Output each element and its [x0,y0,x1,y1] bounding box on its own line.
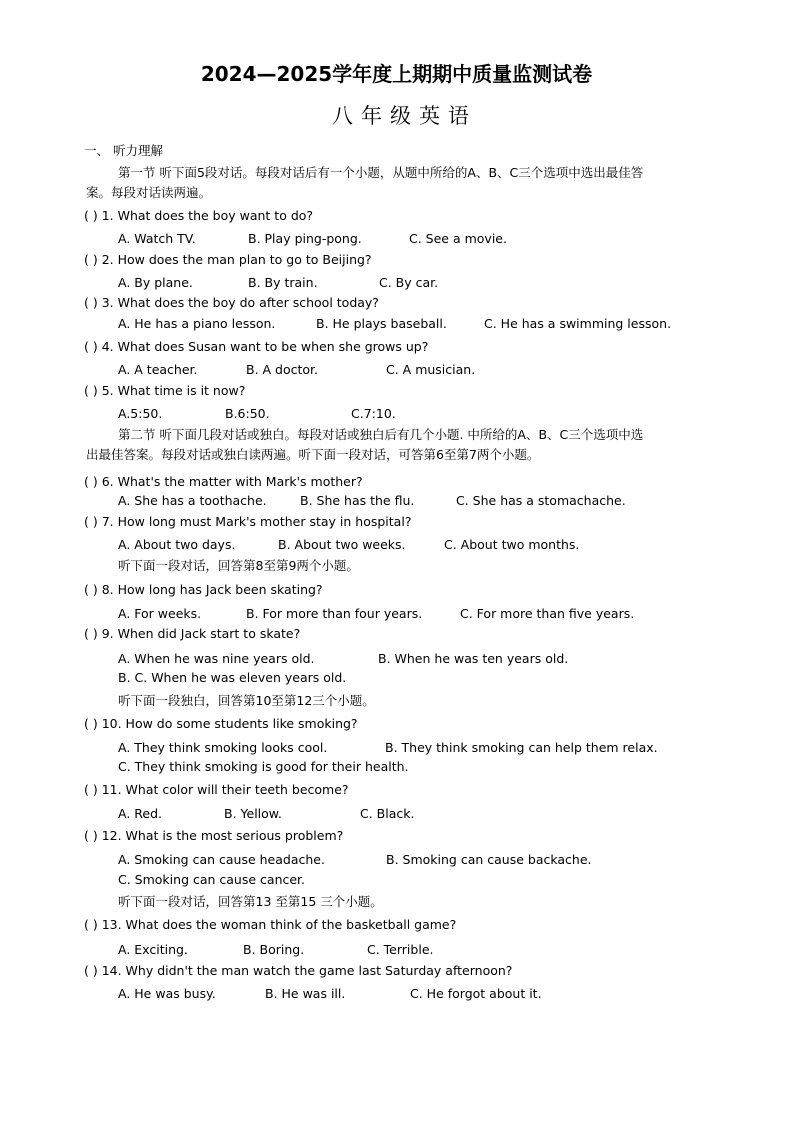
option-7b: B. About two weeks. [278,537,406,552]
option-5a: A.5:50. [118,406,163,421]
option-6b: B. She has the flu. [300,493,415,508]
option-4c: C. A musician. [386,362,476,377]
question-2: ( ) 2. How does the man plan to go to Beijing? [84,252,372,267]
note-8-9: 听下面一段对话，回答第8至第9两个小题。 [118,558,359,573]
option-8c: C. For more than five years. [460,606,635,621]
option-6c: C. She has a stomachache. [456,493,626,508]
option-10b: B. They think smoking can help them relax. [385,740,658,755]
question-10: ( ) 10. How do some students like smoking? [84,716,358,731]
option-1a: A. Watch TV. [118,231,196,246]
option-6a: A. She has a toothache. [118,493,267,508]
option-2a: A. By plane. [118,275,193,290]
question-8: ( ) 8. How long has Jack been skating? [84,582,323,597]
option-13a: A. Exciting. [118,942,188,957]
part1-intro-cont: 案。每段对话读两遍。 [86,185,212,200]
option-2c: C. By car. [379,275,439,290]
question-7: ( ) 7. How long must Mark's mother stay in hospital? [84,514,412,529]
question-5: ( ) 5. What time is it now? [84,383,246,398]
option-7c: C. About two months. [444,537,580,552]
option-13b: B. Boring. [243,942,305,957]
question-12: ( ) 12. What is the most serious problem? [84,828,344,843]
section-heading: 一、 听力理解 [84,143,163,158]
option-12c: C. Smoking can cause cancer. [118,872,306,887]
part2-intro-cont: 出最佳答案。每段对话或独白读两遍。听下面一段对话，可答第6至第7两个小题。 [86,447,540,462]
option-9b: B. When he was ten years old. [378,651,569,666]
option-1c: C. See a movie. [409,231,507,246]
question-11: ( ) 11. What color will their teeth become? [84,782,349,797]
option-11c: C. Black. [360,806,415,821]
option-5b: B.6:50. [225,406,270,421]
question-14: ( ) 14. Why didn't the man watch the game last Saturday afternoon? [84,963,513,978]
option-12a: A. Smoking can cause headache. [118,852,325,867]
question-3: ( ) 3. What does the boy do after school today? [84,295,379,310]
exam-title: 2024—2025学年度上期期中质量监测试卷 [200,62,593,86]
option-3b: B. He plays baseball. [316,316,447,331]
option-8a: A. For weeks. [118,606,202,621]
question-9: ( ) 9. When did Jack start to skate? [84,626,301,641]
question-6: ( ) 6. What's the matter with Mark's mother? [84,474,363,489]
option-9c: B. C. When he was eleven years old. [118,670,347,685]
option-7a: A. About two days. [118,537,236,552]
option-5c: C.7:10. [351,406,396,421]
option-11b: B. Yellow. [224,806,282,821]
part2-intro: 第二节 听下面几段对话或独白。每段对话或独白后有几个小题. 中所给的A、B、C三个选项中选 [118,427,644,442]
option-14b: B. He was ill. [265,986,346,1001]
option-2b: B. By train. [248,275,318,290]
option-8b: B. For more than four years. [246,606,423,621]
option-11a: A. Red. [118,806,163,821]
question-13: ( ) 13. What does the woman think of the basketball game? [84,917,457,932]
option-1b: B. Play ping-pong. [248,231,362,246]
option-4b: B. A doctor. [246,362,319,377]
option-10c: C. They think smoking is good for their health. [118,759,409,774]
exam-subtitle: 八年级英语 [332,104,477,128]
option-14a: A. He was busy. [118,986,216,1001]
option-3c: C. He has a swimming lesson. [484,316,672,331]
note-13-15: 听下面一段对话，回答第13 至第15 三个小题。 [118,894,383,909]
option-3a: A. He has a piano lesson. [118,316,276,331]
part1-intro: 第一节 听下面5段对话。每段对话后有一个小题，从题中所给的A、B、C三个选项中选出最佳答 [118,165,644,180]
note-10-12: 听下面一段独白，回答第10至第12三个小题。 [118,693,375,708]
question-1: ( ) 1. What does the boy want to do? [84,208,314,223]
option-10a: A. They think smoking looks cool. [118,740,328,755]
option-4a: A. A teacher. [118,362,198,377]
option-9a: A. When he was nine years old. [118,651,315,666]
question-4: ( ) 4. What does Susan want to be when she grows up? [84,339,429,354]
option-12b: B. Smoking can cause backache. [386,852,592,867]
option-14c: C. He forgot about it. [410,986,542,1001]
option-13c: C. Terrible. [367,942,434,957]
